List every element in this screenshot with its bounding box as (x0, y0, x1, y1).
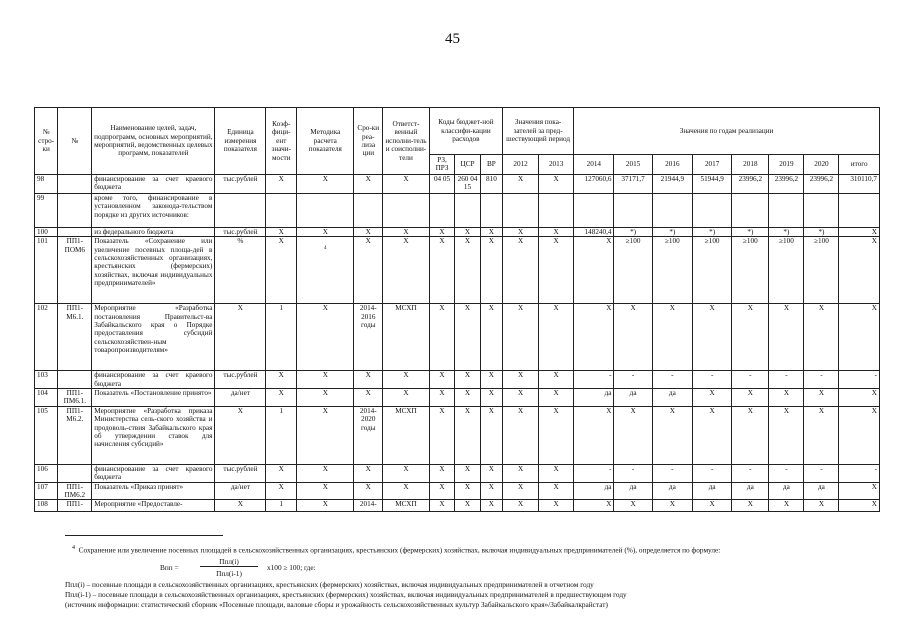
row-2019: Х (769, 304, 804, 371)
row-code: ПП1-М6.1. (58, 304, 92, 371)
row-unit: тыс.рублей (215, 371, 266, 389)
row-total: Х (839, 389, 880, 407)
row-2020: *) (804, 227, 839, 236)
formula-lhs: Впп = (160, 563, 179, 572)
row-method: Х (297, 371, 354, 389)
row-2014: - (574, 371, 614, 389)
row-resp: Х (383, 227, 430, 236)
header-prev-values: Значения пока-зателей за пред-шествующий период (503, 108, 574, 155)
row-2013: Х (539, 464, 574, 482)
row-vr: Х (480, 482, 502, 500)
row-method: Х (297, 304, 354, 371)
row-2017: Х (693, 500, 732, 512)
header-2019: 2019 (769, 155, 804, 175)
row-terms: Х (354, 482, 383, 500)
row-number: 106 (35, 464, 58, 482)
row-2012 (503, 193, 539, 227)
row-2012: Х (503, 464, 539, 482)
row-2018: Х (732, 500, 769, 512)
header-total: итого (839, 155, 880, 175)
row-vr: Х (480, 237, 502, 304)
row-number: 100 (35, 227, 58, 236)
row-2015: *) (614, 227, 652, 236)
row-2012: Х (503, 406, 539, 464)
row-total: - (839, 464, 880, 482)
row-number: 104 (35, 389, 58, 407)
row-2015: - (614, 464, 652, 482)
row-2015: 37171,7 (614, 174, 652, 193)
header-resp: Ответст-венный исполни-тель и соисполни-тели (383, 108, 430, 175)
row-unit: тыс.рублей (215, 464, 266, 482)
row-rz: Х (429, 371, 454, 389)
row-2018: - (732, 371, 769, 389)
row-2015: Х (614, 304, 652, 371)
row-2013: Х (539, 500, 574, 512)
row-csr: Х (455, 464, 480, 482)
indicators-table (34, 107, 880, 512)
row-csr: Х (455, 237, 480, 304)
row-name: Мероприятие «Предоставле- (92, 500, 215, 512)
row-vr: Х (480, 227, 502, 236)
row-2019: да (769, 482, 804, 500)
row-2018 (732, 193, 769, 227)
page-number: 45 (445, 31, 460, 47)
row-rz: Х (429, 406, 454, 464)
header-years-values: Значения по годам реализации (574, 108, 880, 155)
row-total: - (839, 371, 880, 389)
row-2018: Х (732, 406, 769, 464)
formula-rhs: х100 ≥ 100; где: (267, 563, 316, 572)
row-2015: Х (614, 500, 652, 512)
row-resp: МСХП (383, 304, 430, 371)
table-row (35, 406, 880, 464)
row-2018: Х (732, 304, 769, 371)
row-terms: Х (354, 464, 383, 482)
header-2012: 2012 (503, 155, 539, 175)
row-2017: Х (693, 406, 732, 464)
row-2017: Х (693, 389, 732, 407)
header-budget-codes: Коды бюджет-ной классифи-кации расходов (429, 108, 502, 155)
row-2015: да (614, 389, 652, 407)
row-2016: Х (652, 406, 692, 464)
row-coef: 1 (266, 500, 297, 512)
row-csr: 260 04 15 (455, 174, 480, 193)
header-2016: 2016 (652, 155, 692, 175)
row-csr (455, 193, 480, 227)
footnote-def2: Ппл(i-1) – посевные площади в сельскохозяйственных организациях, крестьянских (фермерских) хозяйствах, включая индивидуальных предпринимателей в предшествующем году (65, 590, 627, 599)
row-name: финансирование за счет краевого бюджета (92, 371, 215, 389)
row-csr: Х (455, 304, 480, 371)
row-2013: Х (539, 371, 574, 389)
row-name: Показатель «Приказ принят» (92, 482, 215, 500)
row-terms: Х (354, 389, 383, 407)
header-2013: 2013 (539, 155, 574, 175)
row-2015: да (614, 482, 652, 500)
row-name: Мероприятие «Разработка приказа Министерства сель-ского хозяйства и продоволь-ствия Забайкальского края об утверждении ставок для начисления субсидий» (92, 406, 215, 464)
row-vr: Х (480, 389, 502, 407)
row-2019: - (769, 464, 804, 482)
row-2013: Х (539, 304, 574, 371)
row-terms (354, 193, 383, 227)
row-total: Х (839, 500, 880, 512)
header-2015: 2015 (614, 155, 652, 175)
row-2014: Х (574, 304, 614, 371)
row-2014: - (574, 464, 614, 482)
row-2020: Х (804, 389, 839, 407)
row-name: финансирование за счет краевого бюджета (92, 464, 215, 482)
row-2020: 23996,2 (804, 174, 839, 193)
row-2016: да (652, 389, 692, 407)
footnote-source: (источник информации: статистический сборник «Посевные площади, валовые сборы и урожайность сельскохозяйственных культур Забайкальского края»/Забайкалкрайстат) (65, 600, 608, 609)
row-2014: 127060,6 (574, 174, 614, 193)
row-2020: да (804, 482, 839, 500)
row-2013: Х (539, 389, 574, 407)
row-2016: - (652, 371, 692, 389)
row-csr: Х (455, 406, 480, 464)
header-vr: ВР (480, 155, 502, 175)
row-vr: Х (480, 500, 502, 512)
row-terms: Х (354, 174, 383, 193)
row-name: Показатель «Сохранение или увеличение посевных площа-дей в сельскохозяйственных организациях, крестьянских (фермерских) хозяйствах, включая индивидуальных предпринимателей» (92, 237, 215, 304)
row-2019: *) (769, 227, 804, 236)
row-method: Х (297, 174, 354, 193)
row-number: 107 (35, 482, 58, 500)
header-terms: Сро-ки реа-лиза ции (354, 108, 383, 175)
row-csr: Х (455, 371, 480, 389)
row-2012: Х (503, 389, 539, 407)
formula-denominator: Ппл(i-1) (216, 569, 242, 578)
row-total: Х (839, 304, 880, 371)
footnote-def1: Ппл(i) – посевные площади в сельскохозяйственных организациях, крестьянских (фермерских) хозяйствах, включая индивидуальных предпринимателей в отчетном году (65, 580, 594, 589)
row-resp: Х (383, 371, 430, 389)
footnote-marker: 4 (72, 545, 75, 551)
row-2016: Х (652, 304, 692, 371)
row-name: из федерального бюджета (92, 227, 215, 236)
row-2017 (693, 193, 732, 227)
formula-numerator: Ппл(i) (200, 557, 258, 567)
row-coef: Х (266, 174, 297, 193)
row-method (297, 193, 354, 227)
row-unit: тыс.рублей (215, 227, 266, 236)
row-vr: Х (480, 371, 502, 389)
row-rz: Х (429, 227, 454, 236)
row-number: 103 (35, 371, 58, 389)
row-2012: Х (503, 304, 539, 371)
table-row (35, 227, 880, 236)
row-rz: 04 05 (429, 174, 454, 193)
row-2014: Х (574, 500, 614, 512)
row-rz: Х (429, 482, 454, 500)
row-method: Х (297, 482, 354, 500)
row-2013: Х (539, 482, 574, 500)
row-vr: Х (480, 464, 502, 482)
row-2015: ≥100 (614, 237, 652, 304)
row-2016: ≥100 (652, 237, 692, 304)
header-csr: ЦСР (455, 155, 480, 175)
row-unit: % (215, 237, 266, 304)
footnote-divider (65, 535, 223, 536)
row-code: ПП1- (58, 500, 92, 512)
header-method: Методика расчета показателя (297, 108, 354, 175)
row-2016: Х (652, 500, 692, 512)
row-2015: Х (614, 406, 652, 464)
row-code: ПП1-ПМ6.2 (58, 482, 92, 500)
row-2019 (769, 193, 804, 227)
row-name: финансирование за счет краевого бюджета (92, 174, 215, 193)
row-method: 4 (297, 237, 354, 304)
row-2014: Х (574, 237, 614, 304)
table-row (35, 371, 880, 389)
row-2019: Х (769, 406, 804, 464)
table-row (35, 174, 880, 193)
row-2019: - (769, 371, 804, 389)
row-2014 (574, 193, 614, 227)
row-2013: Х (539, 174, 574, 193)
row-rz (429, 193, 454, 227)
row-2017: *) (693, 227, 732, 236)
row-rz: Х (429, 389, 454, 407)
row-2017: да (693, 482, 732, 500)
footnote-text: Сохранение или увеличение посевных площадей в сельскохозяйственных организациях, крестьянских (фермерских) хозяйствах, включая индивидуальных предпринимателей (%), определяется по формуле: (78, 545, 721, 555)
table-header (35, 108, 880, 175)
row-2018: да (732, 482, 769, 500)
row-coef: Х (266, 237, 297, 304)
row-number: 102 (35, 304, 58, 371)
row-csr: Х (455, 389, 480, 407)
table-row (35, 500, 880, 512)
row-terms: Х (354, 371, 383, 389)
row-rz: Х (429, 237, 454, 304)
row-2013: Х (539, 237, 574, 304)
row-2017: - (693, 464, 732, 482)
row-2014: да (574, 389, 614, 407)
row-2018: - (732, 464, 769, 482)
header-row-no: № стро-ки (35, 108, 58, 175)
row-2017: 51944,9 (693, 174, 732, 193)
row-unit (215, 193, 266, 227)
header-name: Наименование целей, задач, подпрограмм, основных мероприятий, мероприятий, ведомственных целевых программ, показателей (92, 108, 215, 175)
row-2017: - (693, 371, 732, 389)
row-terms: Х (354, 237, 383, 304)
row-csr: Х (455, 500, 480, 512)
row-2018: Х (732, 389, 769, 407)
row-total (839, 193, 880, 227)
row-2015: - (614, 371, 652, 389)
row-2012: Х (503, 174, 539, 193)
row-2016: *) (652, 227, 692, 236)
row-code (58, 464, 92, 482)
row-number: 108 (35, 500, 58, 512)
row-total: Х (839, 237, 880, 304)
row-2012: Х (503, 371, 539, 389)
row-unit: тыс.рублей (215, 174, 266, 193)
row-csr: Х (455, 227, 480, 236)
table-row (35, 464, 880, 482)
row-total: Х (839, 227, 880, 236)
row-code: ПП1-М6.2. (58, 406, 92, 464)
row-unit: Х (215, 406, 266, 464)
row-resp: МСХП (383, 406, 430, 464)
row-code (58, 174, 92, 193)
row-name: кроме того, финансирование в установленном законода-тельством порядке из других источников: (92, 193, 215, 227)
row-2013 (539, 193, 574, 227)
row-2020: Х (804, 304, 839, 371)
row-name: Показатель «Постановление принято» (92, 389, 215, 407)
row-2012: Х (503, 227, 539, 236)
footnote-text-line (72, 544, 720, 554)
row-2016: - (652, 464, 692, 482)
row-terms: 2014-2016 годы (354, 304, 383, 371)
row-2013: Х (539, 406, 574, 464)
header-coef: Коэф-фици-ент значи-мости (266, 108, 297, 175)
row-2015 (614, 193, 652, 227)
row-2016: 21944,9 (652, 174, 692, 193)
row-rz: Х (429, 500, 454, 512)
row-2020: - (804, 371, 839, 389)
table-body (35, 174, 880, 512)
header-2014: 2014 (574, 155, 614, 175)
row-resp: Х (383, 482, 430, 500)
row-resp: Х (383, 237, 430, 304)
row-method: Х (297, 500, 354, 512)
row-coef: 1 (266, 304, 297, 371)
row-2014: Х (574, 406, 614, 464)
row-name: Мероприятие «Разработка постановления Правительст-ва Забайкальского края о Порядке предоставления субсидий сельскохозяйствен-ным товаропроизводителям» (92, 304, 215, 371)
table-row (35, 389, 880, 407)
row-method: Х (297, 227, 354, 236)
row-terms: Х (354, 227, 383, 236)
row-resp: МСХП (383, 500, 430, 512)
table-row (35, 482, 880, 500)
row-2019: 23996,2 (769, 174, 804, 193)
row-rz: Х (429, 464, 454, 482)
row-resp: Х (383, 464, 430, 482)
row-code (58, 193, 92, 227)
row-coef (266, 193, 297, 227)
header-unit: Единица измерения показателя (215, 108, 266, 175)
row-code: ПП1-ПОМ6 (58, 237, 92, 304)
row-resp (383, 193, 430, 227)
row-2013: Х (539, 227, 574, 236)
header-rz: РЗ, ПРЗ (429, 155, 454, 175)
row-2018: 23996,2 (732, 174, 769, 193)
row-2018: *) (732, 227, 769, 236)
row-coef: Х (266, 389, 297, 407)
row-total: 310110,7 (839, 174, 880, 193)
row-2016 (652, 193, 692, 227)
row-resp: Х (383, 389, 430, 407)
row-vr: 810 (480, 174, 502, 193)
row-code: ПП1-ПМ6.1. (58, 389, 92, 407)
row-2019: ≥100 (769, 237, 804, 304)
row-vr: Х (480, 406, 502, 464)
row-vr: Х (480, 304, 502, 371)
row-coef: Х (266, 464, 297, 482)
row-2014: да (574, 482, 614, 500)
row-2020: - (804, 464, 839, 482)
row-method: Х (297, 464, 354, 482)
row-total: Х (839, 406, 880, 464)
row-number: 98 (35, 174, 58, 193)
row-2019: Х (769, 500, 804, 512)
row-code (58, 227, 92, 236)
header-no: № (58, 108, 92, 175)
row-method: Х (297, 406, 354, 464)
row-resp: Х (383, 174, 430, 193)
row-number: 101 (35, 237, 58, 304)
row-unit: да/нет (215, 482, 266, 500)
row-terms: 2014-2020 годы (354, 406, 383, 464)
row-number: 105 (35, 406, 58, 464)
row-unit: Х (215, 304, 266, 371)
row-coef: Х (266, 227, 297, 236)
row-2017: ≥100 (693, 237, 732, 304)
row-2014: 148240,4 (574, 227, 614, 236)
row-2012: Х (503, 237, 539, 304)
row-2020: Х (804, 406, 839, 464)
row-unit: да/нет (215, 389, 266, 407)
row-2012: Х (503, 500, 539, 512)
table-row (35, 193, 880, 227)
row-method: Х (297, 389, 354, 407)
row-2019: Х (769, 389, 804, 407)
row-number: 99 (35, 193, 58, 227)
row-coef: Х (266, 371, 297, 389)
row-2017: Х (693, 304, 732, 371)
table-row (35, 237, 880, 304)
row-terms: 2014- (354, 500, 383, 512)
header-2020: 2020 (804, 155, 839, 175)
row-2020: Х (804, 500, 839, 512)
row-2018: ≥100 (732, 237, 769, 304)
row-2016: да (652, 482, 692, 500)
row-2012: Х (503, 482, 539, 500)
header-2018: 2018 (732, 155, 769, 175)
row-coef: 1 (266, 406, 297, 464)
row-coef: Х (266, 482, 297, 500)
row-2020 (804, 193, 839, 227)
row-rz: Х (429, 304, 454, 371)
row-code (58, 371, 92, 389)
header-2017: 2017 (693, 155, 732, 175)
row-csr: Х (455, 482, 480, 500)
row-2020: ≥100 (804, 237, 839, 304)
row-unit: Х (215, 500, 266, 512)
row-vr (480, 193, 502, 227)
row-total: Х (839, 482, 880, 500)
table-row (35, 304, 880, 371)
